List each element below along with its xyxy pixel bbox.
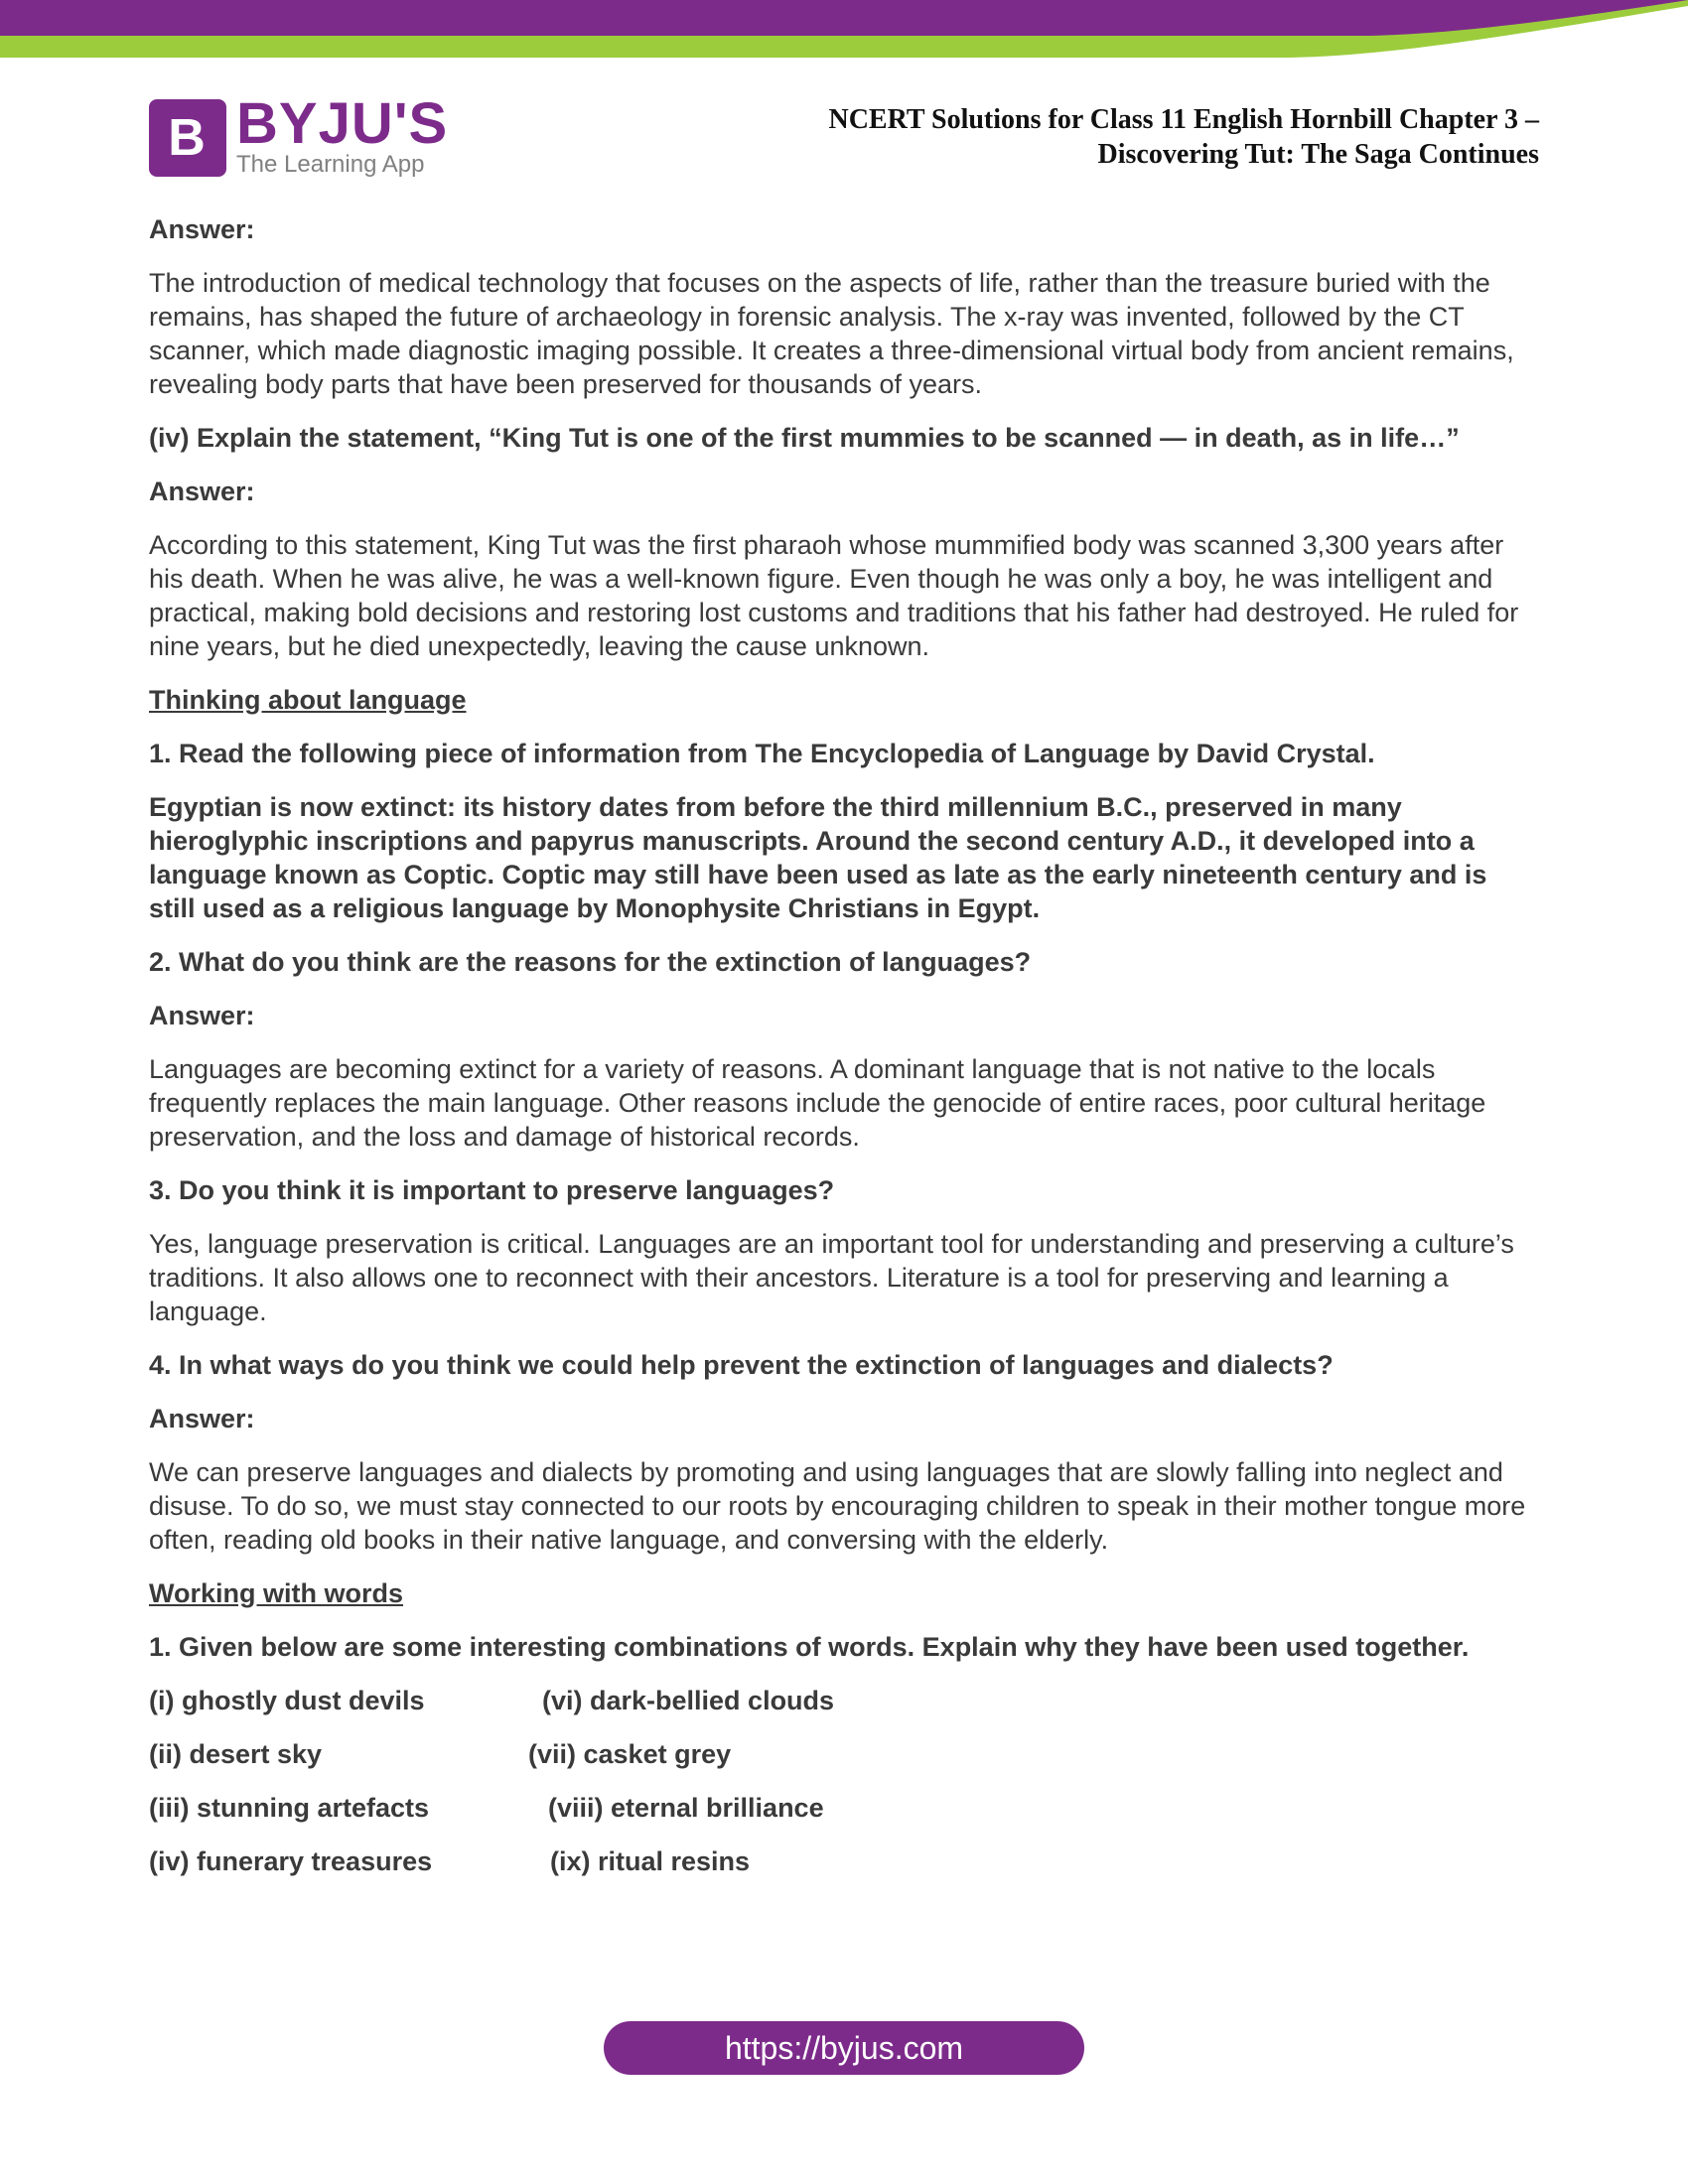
answer-text: According to this statement, King Tut was the first pharaoh whose mummified body was scanned 3,300 years after his death. When he was alive, he was a well-known figure. Even though he was only a boy, he was intelligent and practical, making bold decisions and restoring lost customs and traditions that his father had destroyed. He ruled for nine years, but he died unexpectedly, leaving the cause unknown.	[149, 530, 1519, 661]
combination-item: (viii) eternal brilliance	[548, 1793, 824, 1823]
logo-name: BYJU'S	[236, 91, 449, 156]
chapter-title	[645, 102, 1539, 172]
main-content	[149, 212, 1539, 1898]
word-combination-row	[149, 1737, 1539, 1771]
footer-url-link[interactable]: https://byjus.com	[604, 2021, 1084, 2075]
logo-letter: B	[168, 109, 206, 167]
section-heading-language: Thinking about language	[149, 685, 467, 715]
answer-label: Answer:	[149, 1001, 255, 1030]
chapter-title-line1: NCERT Solutions for Class 11 English Hornbill Chapter 3 –	[828, 104, 1539, 135]
logo-tagline: The Learning App	[236, 151, 425, 178]
combination-item: (i) ghostly dust devils	[149, 1686, 425, 1715]
combination-item: (iii) stunning artefacts	[149, 1793, 430, 1823]
question-2: 2. What do you think are the reasons for the extinction of languages?	[149, 947, 1032, 977]
question-4: 4. In what ways do you think we could help prevent the extinction of languages and dialects?	[149, 1350, 1334, 1380]
combination-item: (vi) dark-bellied clouds	[542, 1686, 835, 1715]
answer-text: The introduction of medical technology that focuses on the aspects of life, rather than the treasure buried with the remains, has shaped the future of archaeology in forensic analysis. The x-ray was invented, followed by the CT scanner, which made diagnostic imaging possible. It creates a three-dimensional virtual body from ancient remains, revealing body parts that have been preserved for thousands of years.	[149, 268, 1514, 399]
word-combination-row	[149, 1684, 1539, 1717]
question-iv: (iv) Explain the statement, “King Tut is one of the first mummies to be scanned — in death, as in life…”	[149, 423, 1460, 453]
answer-text: Languages are becoming extinct for a variety of reasons. A dominant language that is not native to the locals frequently replaces the main language. Other reasons include the genocide of entire races, poor cultural heritage preservation, and the loss and damage of historical records.	[149, 1054, 1486, 1152]
combination-item: (ii) desert sky	[149, 1739, 323, 1769]
combination-item: (vii) casket grey	[528, 1739, 732, 1769]
chapter-title-line2: Discovering Tut: The Saga Continues	[1097, 139, 1539, 170]
answer-text: We can preserve languages and dialects by promoting and using languages that are slowly falling into neglect and disuse. To do so, we must stay connected to our roots by encouraging children to speak in their mother tongue more often, reading old books in their native language, and conversing with the elderly.	[149, 1457, 1526, 1555]
answer-label: Answer:	[149, 477, 255, 506]
combination-item: (iv) funerary treasures	[149, 1846, 433, 1876]
section-heading-words: Working with words	[149, 1578, 403, 1608]
combination-item: (ix) ritual resins	[550, 1846, 751, 1876]
top-decorative-band	[0, 0, 1688, 60]
question-1: 1. Read the following piece of information from The Encyclopedia of Language by David Crystal.	[149, 739, 1375, 768]
word-combination-row	[149, 1791, 1539, 1825]
answer-label: Answer:	[149, 1404, 255, 1433]
encyclopedia-excerpt: Egyptian is now extinct: its history dates from before the third millennium B.C., preserved in many hieroglyphic inscriptions and papyrus manuscripts. Around the second century A.D., it developed into a language known as Coptic. Coptic may still have been used as late as the early nineteenth century and is still used as a religious language by Monophysite Christians in Egypt.	[149, 792, 1487, 923]
question-3: 3. Do you think it is important to preserve languages?	[149, 1175, 835, 1205]
answer-text: Yes, language preservation is critical. Languages are an important tool for understanding and preserving a culture’s traditions. It also allows one to reconnect with their ancestors. Literature is a tool for preserving and learning a language.	[149, 1229, 1514, 1326]
word-combination-row	[149, 1844, 1539, 1878]
answer-label: Answer:	[149, 214, 255, 244]
words-question-1: 1. Given below are some interesting combinations of words. Explain why they have been used together.	[149, 1632, 1470, 1662]
byjus-logo-icon	[149, 99, 226, 177]
byjus-logo	[149, 91, 449, 181]
